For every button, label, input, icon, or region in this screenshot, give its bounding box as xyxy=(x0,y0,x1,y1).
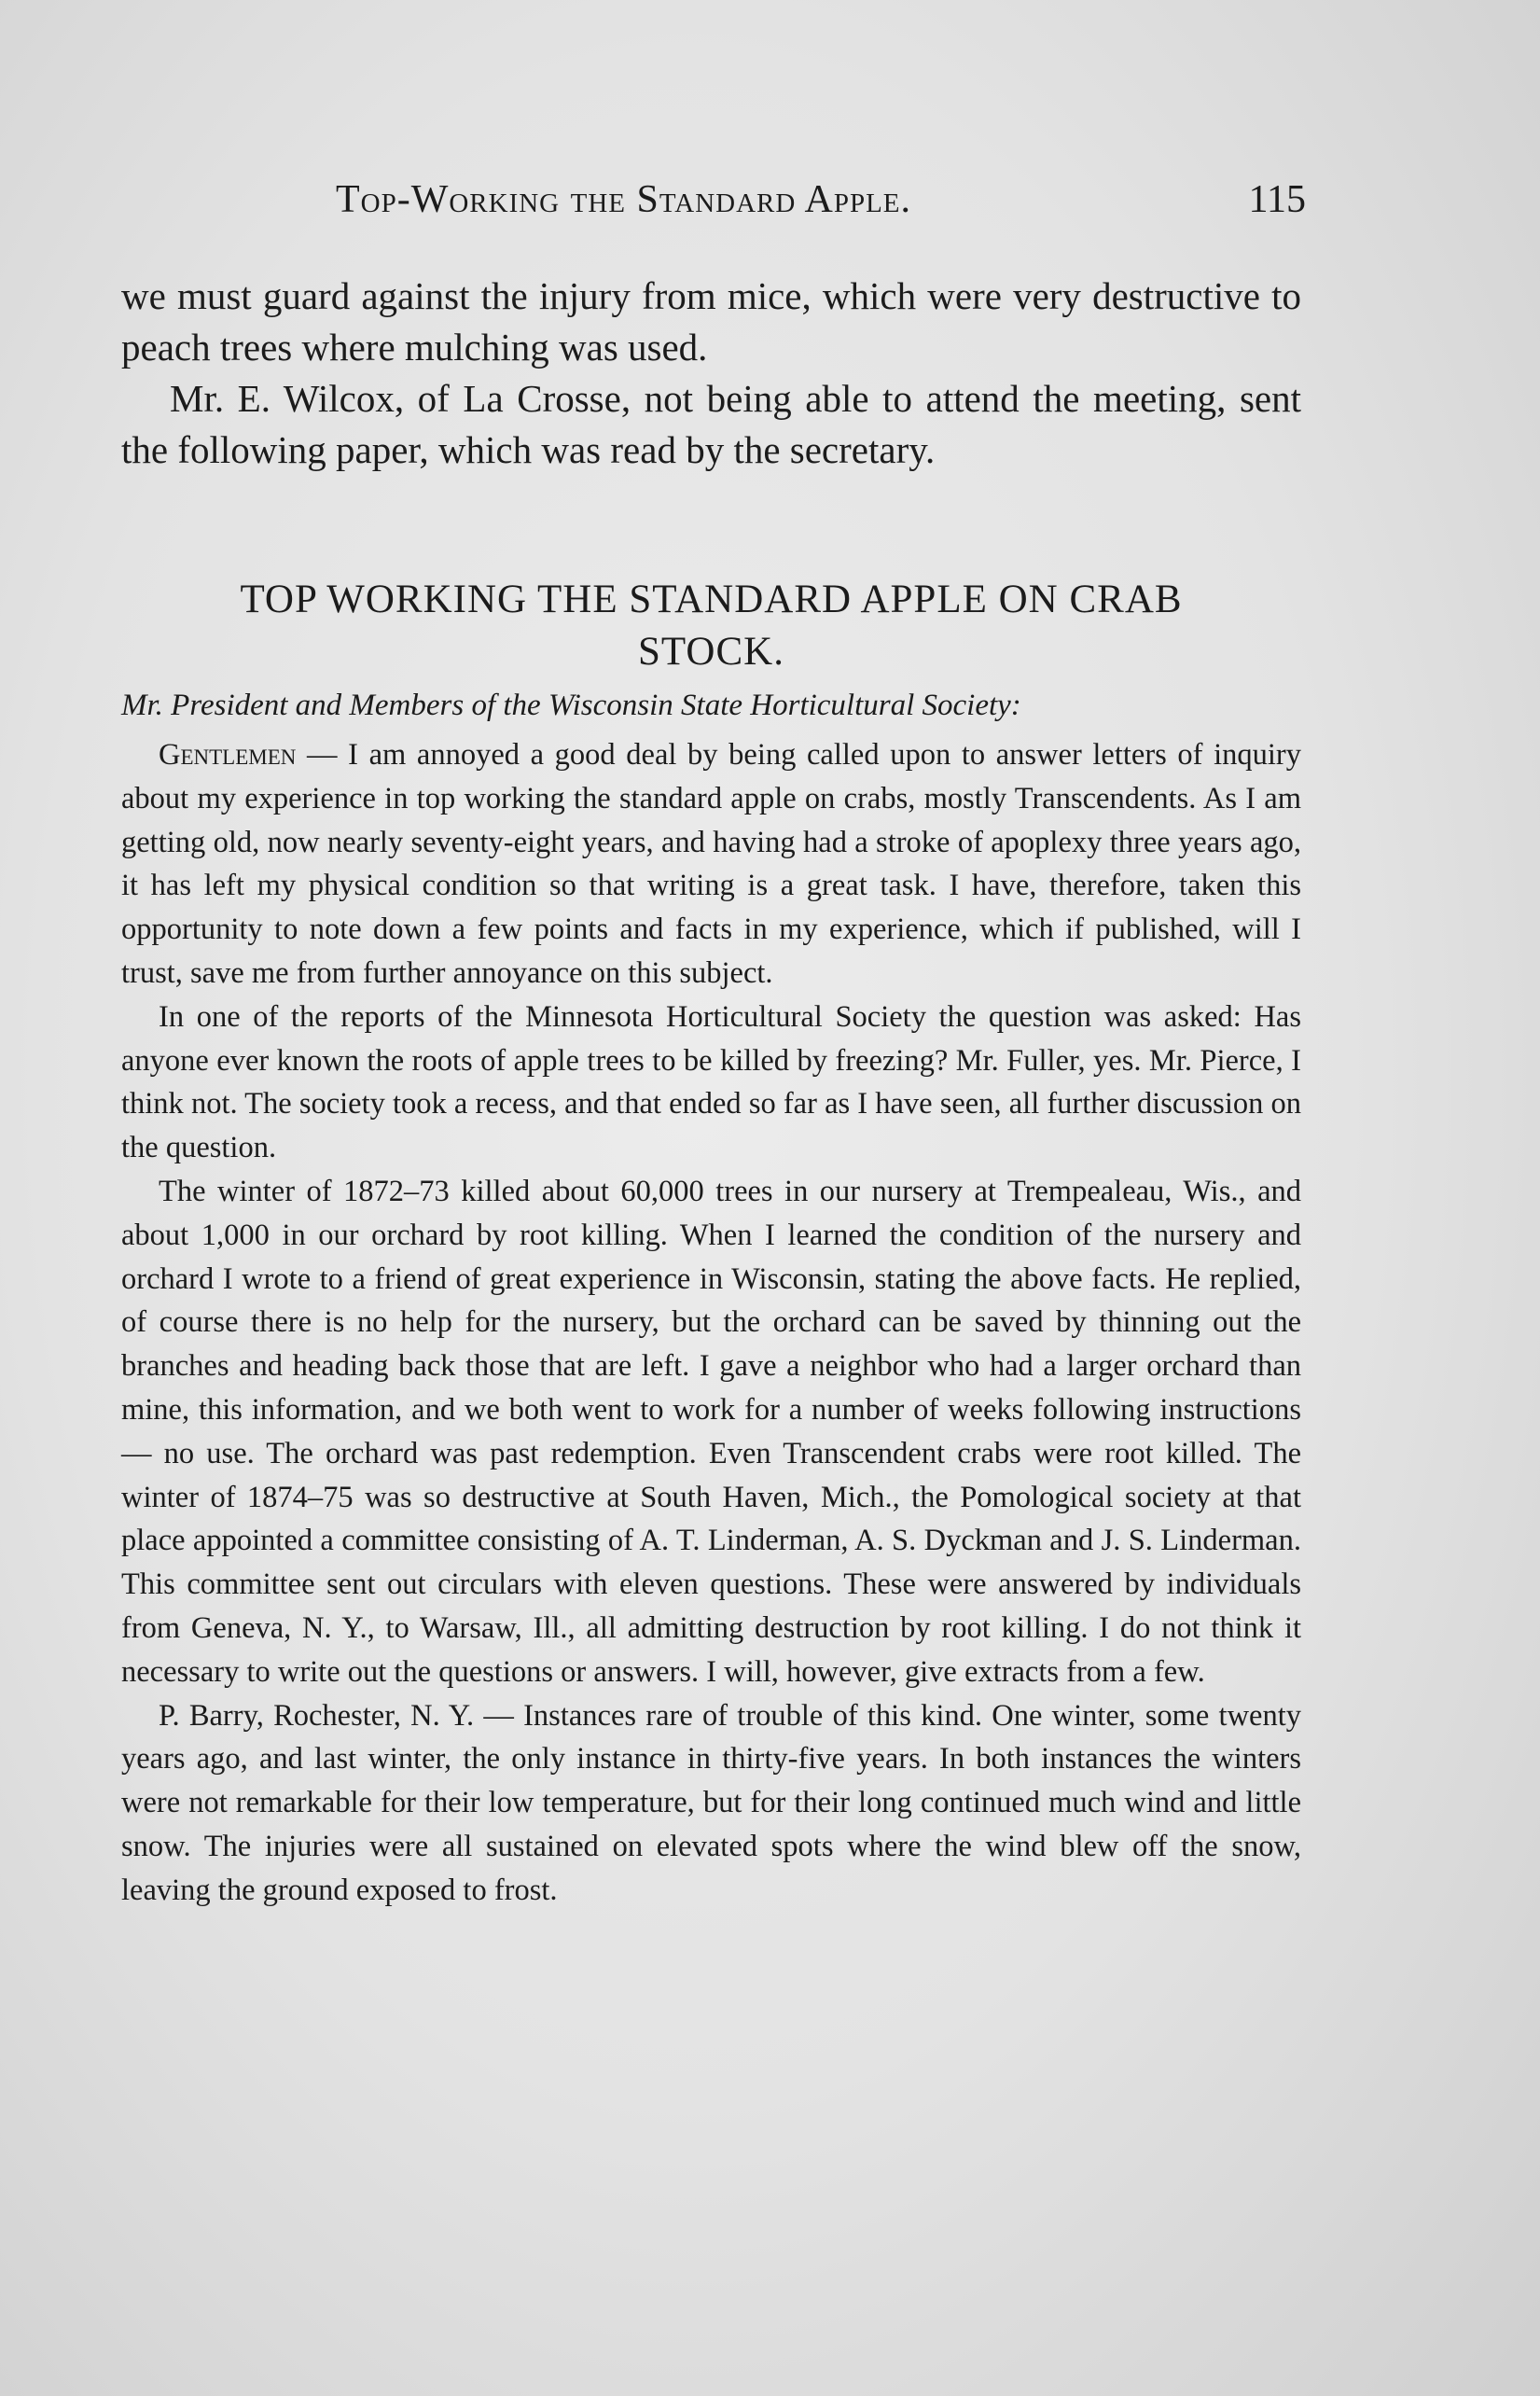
article-paragraph-1-text: — I am annoyed a good deal by being called upon to answer letters of inquiry about my experience in top working the standard apple on crabs, mostly Transcendents. As I am getting old, now nearly seventy-eight years, and having had a stroke of apoplexy three years ago, it has left my physical condition so that writing is a great task. I have, therefore, taken this opportunity to note down a few points and facts in my experience, which if published, will I trust, save me from further annoyance on this subject. xyxy=(121,738,1301,990)
article-paragraph-3: The winter of 1872–73 killed about 60,000 trees in our nursery at Trempealeau, Wis., and about 1,000 in our orchard by root killing. When I learned the condition of the nursery and orchard I wrote to a friend of great experience in Wisconsin, stating the above facts. He replied, of course there is no help for the nursery, but the orchard can be saved by thinning out the branches and heading back those that are left. I gave a neighbor who had a larger orchard than mine, this information, and we both went to work for a number of weeks following instructions — no use. The orchard was past redemption. Even Transcendent crabs were root killed. The winter of 1874–75 was so destructive at South Haven, Mich., the Pomological society at that place appointed a committee consisting of A. T. Linderman, A. S. Dyckman and J. S. Linderman. This committee sent out circulars with eleven questions. These were answered by individuals from Geneva, N. Y., to Warsaw, Ill., all admitting destruction by root killing. I do not think it necessary to write out the questions or answers. I will, however, give extracts from a few. xyxy=(121,1174,1301,1689)
greeting: Gentlemen xyxy=(159,738,297,772)
article-body xyxy=(121,733,1301,1913)
salutation: Mr. President and Members of the Wisconsin State Horticultural Society: xyxy=(121,689,1021,722)
page-number: 115 xyxy=(1248,178,1306,221)
article-title-line-2: STOCK. xyxy=(638,630,784,674)
intro-paragraph-2: Mr. E. Wilcox, of La Crosse, not being able to attend the meeting, sent the following paper, which was read by the secretary. xyxy=(121,377,1301,471)
intro-text xyxy=(121,271,1301,476)
article-title xyxy=(121,574,1301,678)
article-paragraph-2: In one of the reports of the Minnesota Horticultural Society the question was asked: Has anyone ever known the roots of apple trees to be killed by freezing? Mr. Fuller, yes. Mr. Pierce, I think not. The society took a recess, and that ended so far as I have seen, all further discussion on the question. xyxy=(121,999,1301,1165)
article-title-line-1: TOP WORKING THE STANDARD APPLE ON CRAB xyxy=(240,578,1183,621)
article-paragraph-1 xyxy=(121,733,1301,996)
article-paragraph-4: P. Barry, Rochester, N. Y. — Instances rare of trouble of this kind. One winter, some twenty years ago, and last winter, the only instance in thirty-five years. In both instances the winters were not remarkable for their low temperature, but for their long continued much wind and little snow. The injuries were all sustained on elevated spots where the wind blew off the snow, leaving the ground exposed to frost. xyxy=(121,1698,1301,1907)
running-head: Top-Working the Standard Apple. xyxy=(336,178,912,221)
intro-paragraph-1: we must guard against the injury from mice, which were very destructive to peach trees where mulching was used. xyxy=(121,274,1301,369)
